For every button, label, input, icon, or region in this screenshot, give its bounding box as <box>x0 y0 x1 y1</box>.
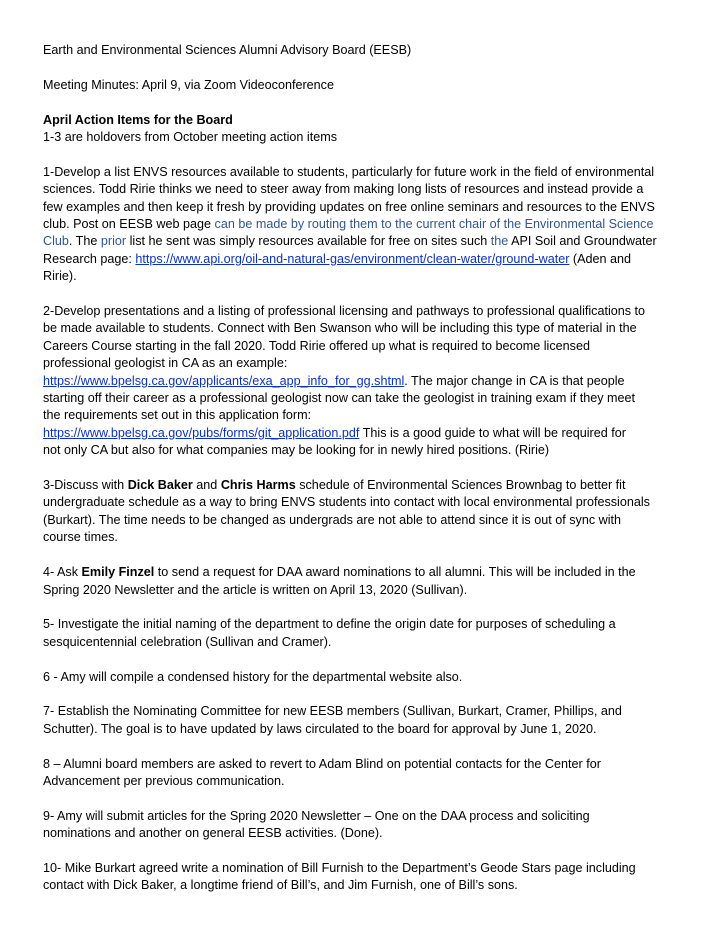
section-subheading: 1-3 are holdovers from October meeting action items <box>43 130 337 144</box>
item-4-line: 4- Ask Emily Finzel to send a request for DAA award nominations to all alumni. This will be included in the <box>43 565 636 580</box>
item-2-line: starting off their career as a professional geologist now can take the geologist in training exam if they meet <box>43 391 636 406</box>
board-title-block <box>43 42 678 59</box>
item-8-line: Advancement per previous communication. <box>43 773 285 788</box>
item-3-line: 3-Discuss with Dick Baker and Chris Harms schedule of Environmental Sciences Brownbag to better fit <box>43 478 626 493</box>
bpelsg-exam-info-link[interactable]: https://www.bpelsg.ca.gov/applicants/exa_app_info_for_gg.shtml <box>43 373 405 388</box>
meeting-date: Meeting Minutes: April 9, via Zoom Videoconference <box>43 77 334 92</box>
item-2-line: https://www.bpelsg.ca.gov/pubs/forms/git_application.pdf This is a good guide to what will be required for <box>43 425 626 440</box>
action-item-10 <box>43 860 678 895</box>
api-groundwater-link[interactable]: https://www.api.org/oil-and-natural-gas/environment/clean-water/ground-water <box>135 251 570 266</box>
bpelsg-git-application-link[interactable]: https://www.bpelsg.ca.gov/pubs/forms/git_application.pdf <box>43 425 360 440</box>
item-5-line: 5- Investigate the initial naming of the department to define the origin date for purposes of scheduling a <box>43 617 616 632</box>
item-1-line: few examples and then keep it fresh by providing updates on free online seminars and resources to the ENVS <box>43 199 655 214</box>
item-2-line: Careers Course starting in the fall 2020. Todd Ririe offered up what is required to become licensed <box>43 338 590 353</box>
action-item-3 <box>43 477 678 547</box>
section-heading: April Action Items for the Board <box>43 112 233 127</box>
item-3-line: course times. <box>43 530 118 545</box>
section-header <box>43 112 678 147</box>
item-9-line: nominations and another on general EESB activities. (Done). <box>43 826 383 841</box>
action-item-6 <box>43 669 678 686</box>
item-9-line: 9- Amy will submit articles for the Spring 2020 Newsletter – One on the DAA process and soliciting <box>43 808 590 823</box>
meeting-info-block <box>43 77 678 94</box>
item-7-line: Schutter). The goal is to have updated by laws circulated to the board for approval by June 1, 2020. <box>43 721 597 736</box>
item-3-line: (Burkart). The time needs to be changed as undergrads are not able to attend since it is out of sync with <box>43 512 622 527</box>
item-8-line: 8 – Alumni board members are asked to revert to Adam Blind on potential contacts for the Center for <box>43 756 601 771</box>
item-2-line: be made available to students. Connect with Ben Swanson who will be including this type of material in the <box>43 321 637 336</box>
action-item-2 <box>43 303 678 460</box>
action-item-7 <box>43 703 678 738</box>
item-1-line: sciences. Todd Ririe thinks we need to steer away from making long lists of resources and instead provide a <box>43 182 644 197</box>
item-2-line: 2-Develop presentations and a listing of professional licensing and pathways to professional qualifications to <box>43 304 646 319</box>
action-item-4 <box>43 564 678 599</box>
item-1-line: Ririe). <box>43 269 77 284</box>
action-item-5 <box>43 616 678 651</box>
item-5-line: sesquicentennial celebration (Sullivan and Cramer). <box>43 634 332 649</box>
item-2-line: the requirements set out in this application form: <box>43 408 312 423</box>
item-1-line: club. Post on EESB web page can be made by routing them to the current chair of the Environmental Science <box>43 217 654 232</box>
item-10-line: contact with Dick Baker, a longtime friend of Bill’s, and Jim Furnish, one of Bill’s sons. <box>43 878 518 893</box>
item-2-line: professional geologist in CA as an example: <box>43 356 288 371</box>
action-item-9 <box>43 808 678 843</box>
item-2-line: not only CA but also for what companies may be looking for in newly hired positions. (Ririe) <box>43 443 550 458</box>
item-2-line: https://www.bpelsg.ca.gov/applicants/exa_app_info_for_gg.shtml. The major change in CA is that people <box>43 373 625 388</box>
item-1-line: Research page: https://www.api.org/oil-and-natural-gas/environment/clean-water/ground-water (Aden and <box>43 251 632 266</box>
board-title: Earth and Environmental Sciences Alumni Advisory Board (EESB) <box>43 43 412 57</box>
item-6-line: 6 - Amy will compile a condensed history for the departmental website also. <box>43 669 463 684</box>
action-item-1 <box>43 164 678 286</box>
item-4-line: Spring 2020 Newsletter and the article is written on April 13, 2020 (Sullivan). <box>43 582 468 597</box>
item-10-line: 10- Mike Burkart agreed write a nomination of Bill Furnish to the Department’s Geode Stars page including <box>43 860 636 875</box>
item-3-line: undergraduate schedule as a way to bring ENVS students into contact with local environmental professionals <box>43 495 650 510</box>
item-1-line: Club. The prior list he sent was simply resources available for free on sites such the API Soil and Groundwater <box>43 234 657 249</box>
item-7-line: 7- Establish the Nominating Committee for new EESB members (Sullivan, Burkart, Cramer, Phillips, and <box>43 704 622 719</box>
item-1-line: 1-Develop a list ENVS resources available to students, particularly for future work in the field of environmental <box>43 164 655 179</box>
action-item-8 <box>43 756 678 791</box>
